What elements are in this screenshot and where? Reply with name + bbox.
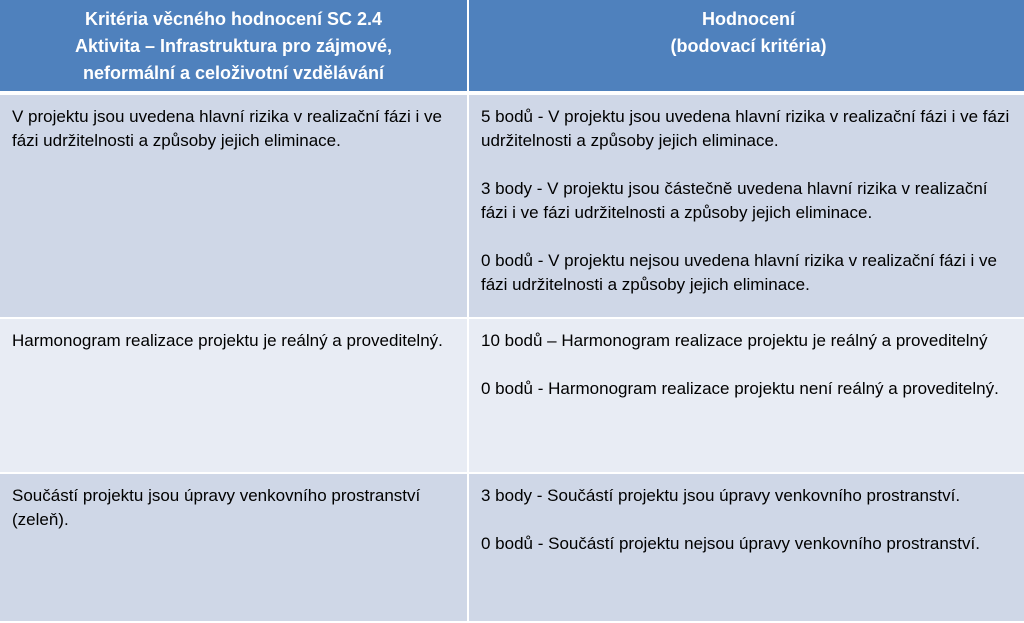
score-option: 5 bodů - V projektu jsou uvedena hlavní rizika v realizační fázi i ve fázi udržitelnosti a způsoby jejich eliminace. — [481, 107, 1010, 150]
header-evaluation — [469, 0, 1024, 95]
criterion-cell — [0, 474, 469, 623]
score-option: 0 bodů - V projektu nejsou uvedena hlavní rizika v realizační fázi i ve fázi udržitelnosti a způsoby jejich eliminace. — [481, 251, 997, 294]
scoring-cell — [469, 95, 1024, 319]
criterion-text: V projektu jsou uvedena hlavní rizika v realizační fázi i ve fázi udržitelnosti a způsoby jejich eliminace. — [12, 107, 442, 150]
criterion-text: Harmonogram realizace projektu je reálný a proveditelný. — [12, 331, 443, 350]
header-criteria-line: neformální a celoživotní vzdělávání — [82, 63, 385, 83]
scoring-cell — [469, 319, 1024, 474]
header-criteria — [0, 0, 469, 95]
header-evaluation-line: Hodnocení — [702, 9, 795, 29]
score-option: 10 bodů – Harmonogram realizace projektu je reálný a proveditelný — [481, 331, 988, 350]
header-evaluation-line: (bodovací kritéria) — [670, 36, 827, 56]
scoring-cell — [469, 474, 1024, 623]
score-option: 0 bodů - Harmonogram realizace projektu není reálný a proveditelný. — [481, 379, 999, 398]
criterion-cell — [0, 95, 469, 319]
criterion-text: Součástí projektu jsou úpravy venkovního prostranství (zeleň). — [12, 486, 421, 529]
criterion-cell — [0, 319, 469, 474]
score-option: 3 body - Součástí projektu jsou úpravy venkovního prostranství. — [481, 486, 961, 505]
header-criteria-line: Kritéria věcného hodnocení SC 2.4 — [84, 9, 383, 29]
header-criteria-line: Aktivita – Infrastruktura pro zájmové, — [74, 36, 393, 56]
score-option: 3 body - V projektu jsou částečně uvedena hlavní rizika v realizační fázi i ve fázi udržitelnosti a způsoby jejich eliminace. — [481, 179, 988, 222]
score-option: 0 bodů - Součástí projektu nejsou úpravy venkovního prostranství. — [481, 534, 980, 553]
